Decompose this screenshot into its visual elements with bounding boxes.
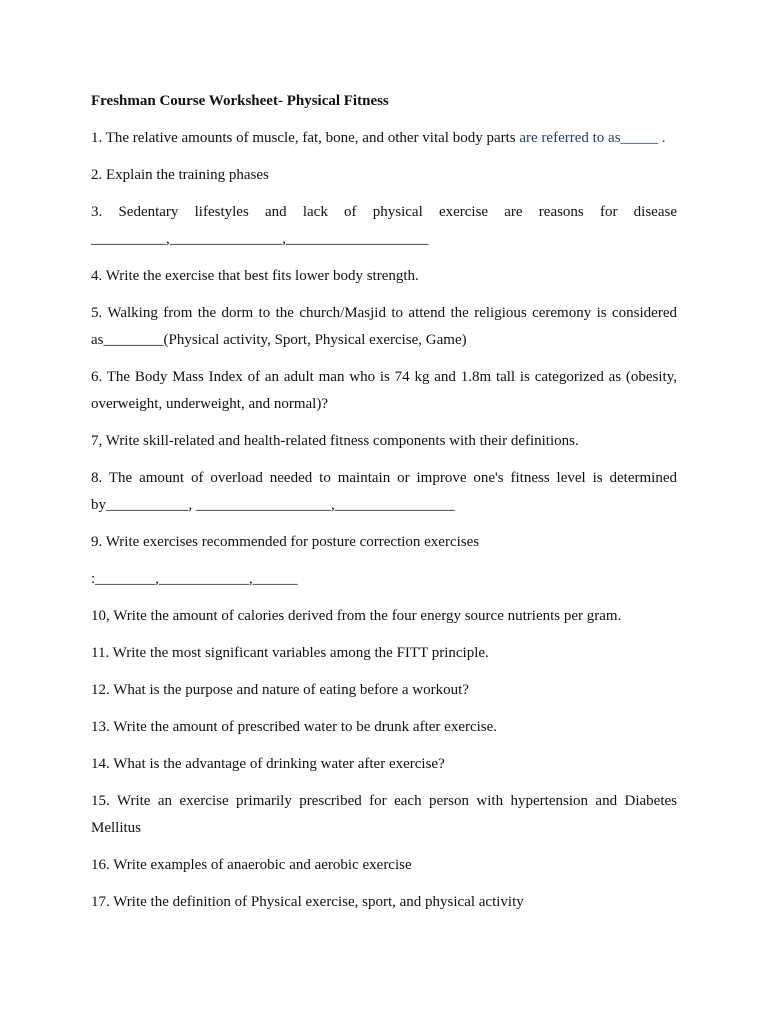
- question-2: 2. Explain the training phases: [91, 167, 269, 183]
- question-6: 6. The Body Mass Index of an adult man who is 74 kg and 1.8m tall is categorized as (obesity, overweight, underweight, and normal)?: [91, 369, 677, 412]
- question-3: 3. Sedentary lifestyles and lack of physical exercise are reasons for disease __________,_______________,___________________: [91, 204, 677, 247]
- question-17: 17. Write the definition of Physical exercise, sport, and physical activity: [91, 894, 524, 910]
- question-8: 8. The amount of overload needed to maintain or improve one's fitness level is determined by___________, __________________,________________: [91, 470, 677, 513]
- question-10: 10, Write the amount of calories derived from the four energy source nutrients per gram.: [91, 608, 622, 624]
- question-7: 7, Write skill-related and health-related fitness components with their definitions.: [91, 433, 579, 449]
- question-1-highlight: are referred to as_____ .: [519, 130, 666, 146]
- question-16: 16. Write examples of anaerobic and aerobic exercise: [91, 857, 412, 873]
- question-4: 4. Write the exercise that best fits lower body strength.: [91, 268, 419, 284]
- worksheet-title: Freshman Course Worksheet- Physical Fitness: [91, 93, 389, 109]
- question-9-blanks: :________,____________,______: [91, 571, 298, 587]
- question-11: 11. Write the most significant variables among the FITT principle.: [91, 645, 489, 661]
- question-12: 12. What is the purpose and nature of eating before a workout?: [91, 682, 469, 698]
- question-13: 13. Write the amount of prescribed water to be drunk after exercise.: [91, 719, 498, 735]
- question-9: 9. Write exercises recommended for posture correction exercises: [91, 534, 480, 550]
- question-1: [91, 125, 677, 152]
- question-5: 5. Walking from the dorm to the church/Masjid to attend the religious ceremony is considered as________(Physical activity, Sport, Physical exercise, Game): [91, 305, 677, 348]
- question-14: 14. What is the advantage of drinking water after exercise?: [91, 756, 445, 772]
- question-1-text: 1. The relative amounts of muscle, fat, bone, and other vital body parts: [91, 130, 520, 146]
- question-15: 15. Write an exercise primarily prescribed for each person with hypertension and Diabetes Mellitus: [91, 793, 677, 836]
